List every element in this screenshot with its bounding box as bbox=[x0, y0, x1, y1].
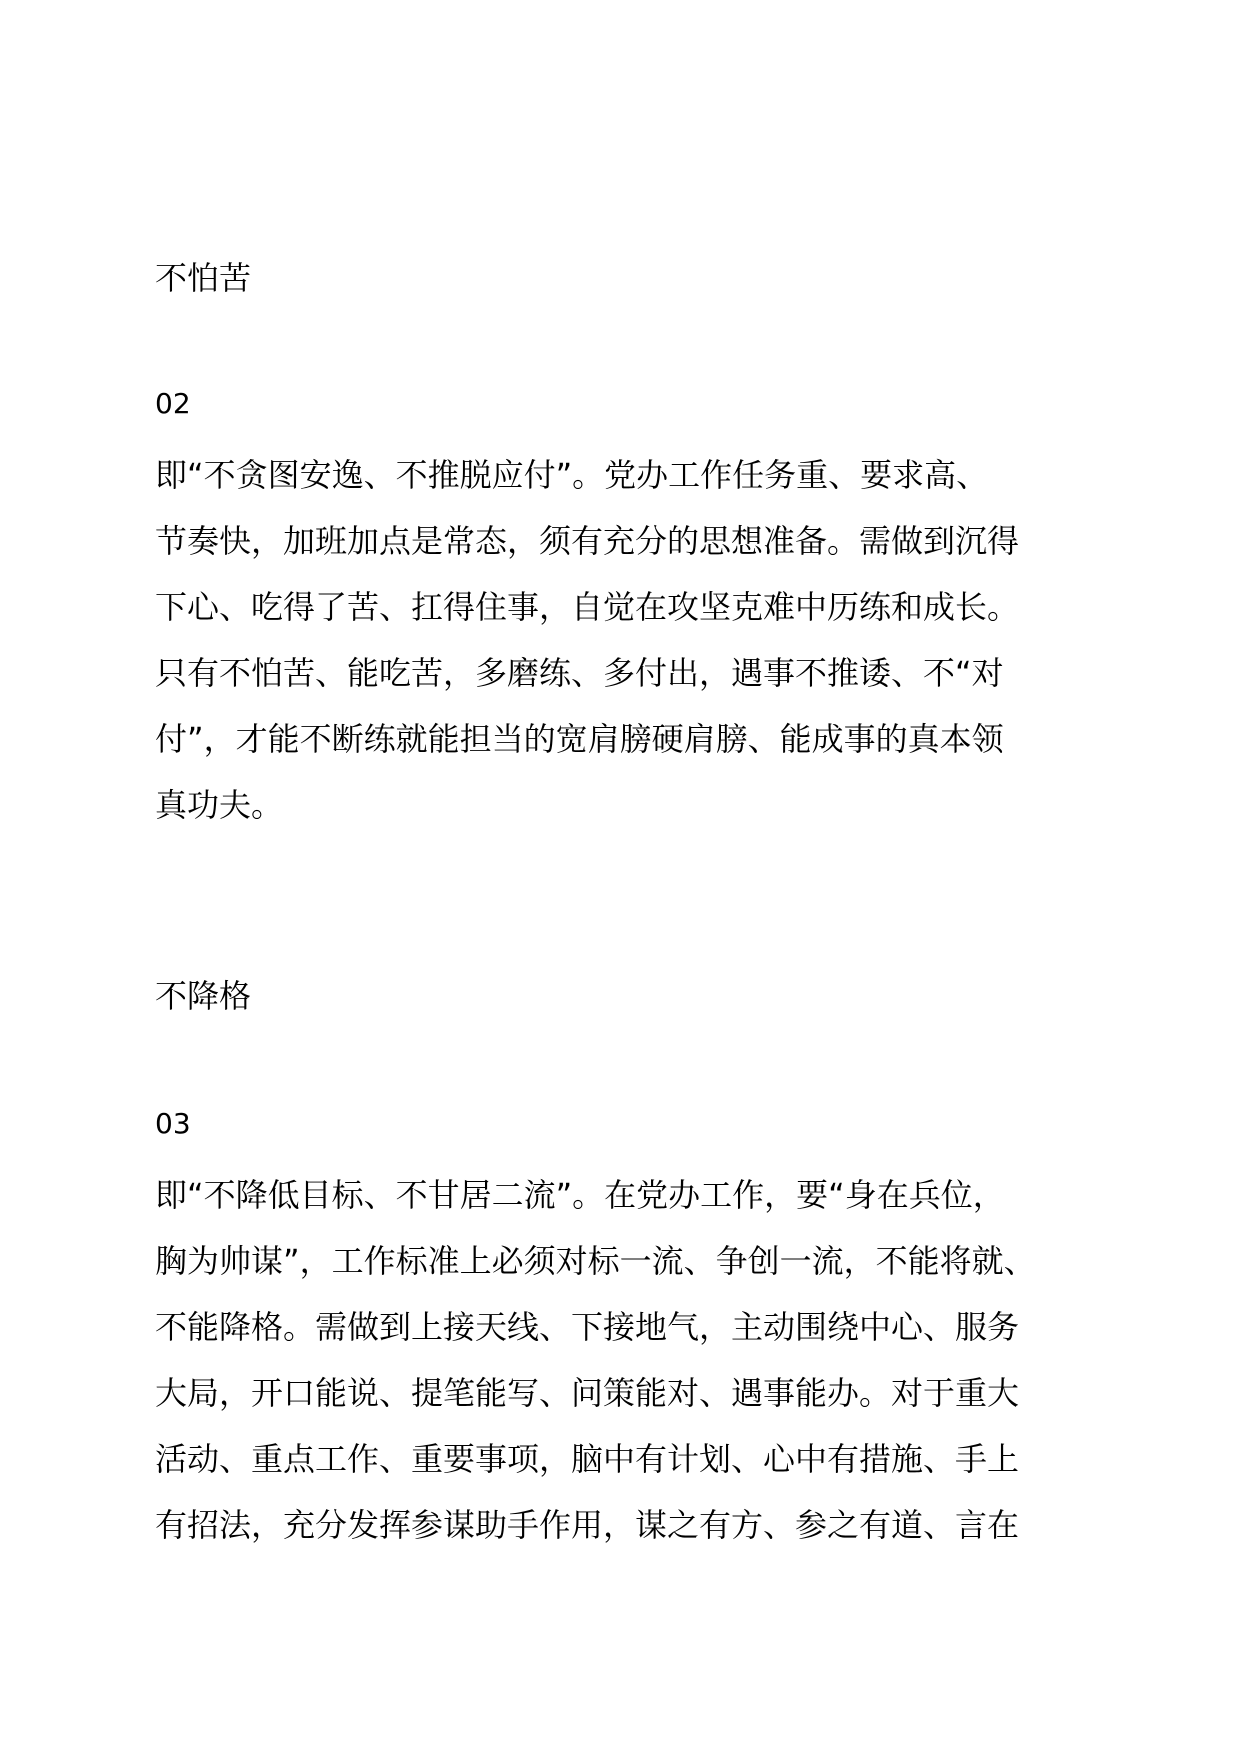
paragraph-line: 只有不怕苦、能吃苦，多磨练、多付出，遇事不推诿、不“对 bbox=[155, 654, 1004, 692]
paragraph-line: 大局，开口能说、提笔能写、问策能对、遇事能办。对于重大 bbox=[155, 1374, 1020, 1412]
paragraph-line: 不能降格。需做到上接天线、下接地气，主动围绕中心、服务 bbox=[155, 1308, 1020, 1346]
section-number: 03 bbox=[155, 1107, 191, 1140]
paragraph-line: 付”，才能不断练就能担当的宽肩膀硬肩膀、能成事的真本领 bbox=[155, 720, 1004, 758]
section-number: 02 bbox=[155, 387, 191, 420]
section-heading: 不降格 bbox=[155, 977, 252, 1015]
section-paragraph bbox=[155, 1162, 1115, 1558]
paragraph-line: 节奏快，加班加点是常态，须有充分的思想准备。需做到沉得 bbox=[155, 522, 1020, 560]
section-heading: 不怕苦 bbox=[155, 259, 252, 297]
paragraph-line: 下心、吃得了苦、扛得住事，自觉在攻坚克难中历练和成长。 bbox=[155, 588, 1020, 626]
paragraph-line: 胸为帅谋”，工作标准上必须对标一流、争创一流，不能将就、 bbox=[155, 1242, 1036, 1280]
paragraph-line: 活动、重点工作、重要事项，脑中有计划、心中有措施、手上 bbox=[155, 1440, 1020, 1478]
paragraph-line: 即“不降低目标、不甘居二流”。在党办工作，要“身在兵位， bbox=[155, 1176, 1005, 1214]
paragraph-line: 真功夫。 bbox=[155, 786, 284, 824]
paragraph-line: 即“不贪图安逸、不推脱应付”。党办工作任务重、要求高、 bbox=[155, 456, 989, 494]
paragraph-line: 有招法，充分发挥参谋助手作用，谋之有方、参之有道、言在 bbox=[155, 1506, 1020, 1544]
section-paragraph bbox=[155, 442, 1115, 838]
